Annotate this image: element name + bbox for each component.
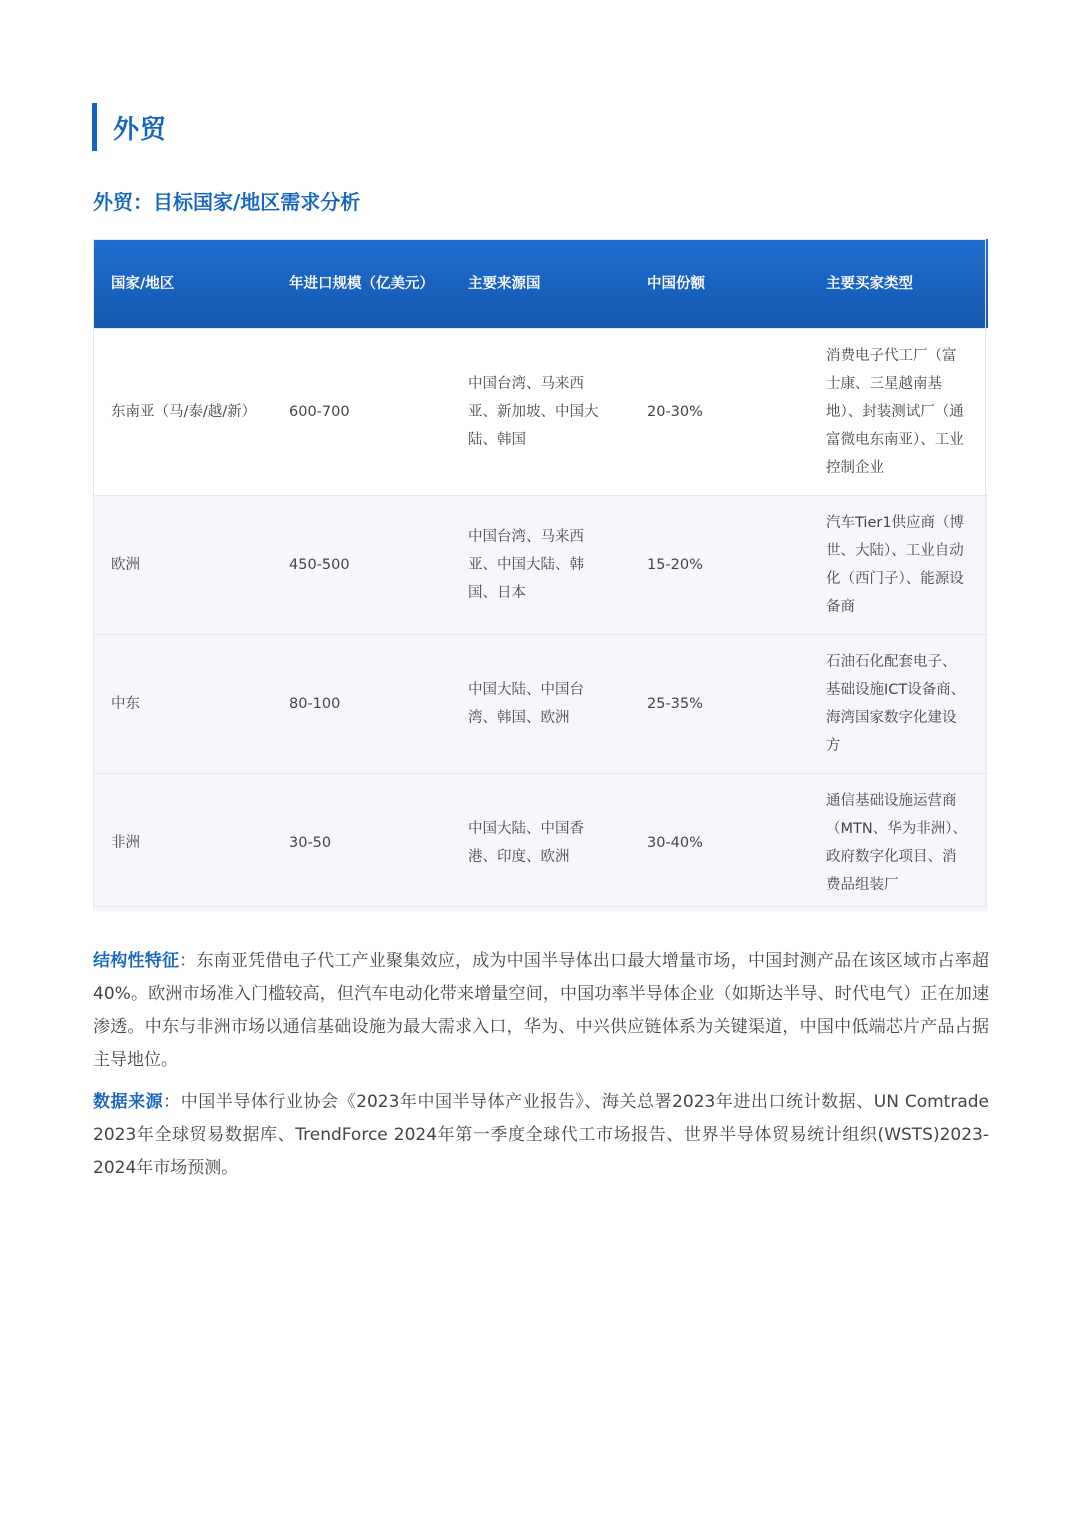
structure-label: 结构性特征 bbox=[93, 951, 180, 971]
cell-import-scale: 600-700 bbox=[271, 329, 450, 496]
cell-china-share: 30-40% bbox=[629, 774, 808, 913]
cell-source-countries: 中国台湾、马来西亚、中国大陆、韩国、日本 bbox=[450, 496, 629, 635]
table-row bbox=[93, 329, 988, 496]
header-import-scale: 年进口规模（亿美元） bbox=[271, 239, 450, 329]
section-title: 外贸 bbox=[113, 114, 168, 145]
cell-china-share: 20-30% bbox=[629, 329, 808, 496]
cell-source-countries: 中国大陆、中国台湾、韩国、欧洲 bbox=[450, 635, 629, 774]
header-buyer-types: 主要买家类型 bbox=[808, 239, 988, 329]
header-china-share: 中国份额 bbox=[629, 239, 808, 329]
source-label: 数据来源 bbox=[93, 1092, 164, 1112]
cell-source-countries: 中国大陆、中国香港、印度、欧洲 bbox=[450, 774, 629, 913]
header-region: 国家/地区 bbox=[93, 239, 271, 329]
table-row bbox=[93, 496, 988, 635]
table-header-row bbox=[93, 239, 988, 329]
cell-region: 非洲 bbox=[93, 774, 271, 913]
structure-separator: ： bbox=[179, 951, 197, 971]
cell-region: 东南亚（马/泰/越/新） bbox=[93, 329, 271, 496]
header-source-countries: 主要来源国 bbox=[450, 239, 629, 329]
cell-buyer-types: 汽车Tier1供应商（博世、大陆）、工业自动化（西门子）、能源设备商 bbox=[808, 496, 988, 635]
cell-import-scale: 80-100 bbox=[271, 635, 450, 774]
section-accent-bar bbox=[92, 103, 97, 151]
cell-china-share: 25-35% bbox=[629, 635, 808, 774]
table-row bbox=[93, 635, 988, 774]
structure-text: 东南亚凭借电子代工产业聚集效应，成为中国半导体出口最大增量市场，中国封测产品在该区域市占率超40%。欧洲市场准入门槛较高，但汽车电动化带来增量空间，中国功率半导体企业（如斯达半导、时代电气）正在加速渗透。中东与非洲市场以通信基础设施为最大需求入口，华为、中兴供应链体系为关键渠道，中国中低端芯片产品占据主导地位。 bbox=[93, 951, 990, 1070]
cell-source-countries: 中国台湾、马来西亚、新加坡、中国大陆、韩国 bbox=[450, 329, 629, 496]
table-row bbox=[93, 774, 988, 913]
source-text: 中国半导体行业协会《2023年中国半导体产业报告》、海关总署2023年进出口统计数据、UN Comtrade 2023年全球贸易数据库、TrendForce 2024年第一季度全球代工市场报告、世界半导体贸易统计组织(WSTS)2023-2024年市场预测。 bbox=[93, 1092, 990, 1178]
cell-buyer-types: 通信基础设施运营商（MTN、华为非洲）、政府数字化项目、消费品组装厂 bbox=[808, 774, 988, 913]
table-title: 外贸：目标国家/地区需求分析 bbox=[93, 190, 361, 214]
demand-analysis-table bbox=[93, 239, 988, 912]
source-paragraph bbox=[93, 1086, 989, 1185]
cell-buyer-types: 石油石化配套电子、基础设施ICT设备商、海湾国家数字化建设方 bbox=[808, 635, 988, 774]
cell-china-share: 15-20% bbox=[629, 496, 808, 635]
structure-paragraph bbox=[93, 945, 989, 1077]
source-separator: ： bbox=[163, 1092, 181, 1112]
cell-import-scale: 30-50 bbox=[271, 774, 450, 913]
section-heading bbox=[92, 103, 167, 151]
cell-buyer-types: 消费电子代工厂（富士康、三星越南基地）、封装测试厂（通富微电东南亚）、工业控制企业 bbox=[808, 329, 988, 496]
cell-region: 欧洲 bbox=[93, 496, 271, 635]
cell-region: 中东 bbox=[93, 635, 271, 774]
cell-import-scale: 450-500 bbox=[271, 496, 450, 635]
